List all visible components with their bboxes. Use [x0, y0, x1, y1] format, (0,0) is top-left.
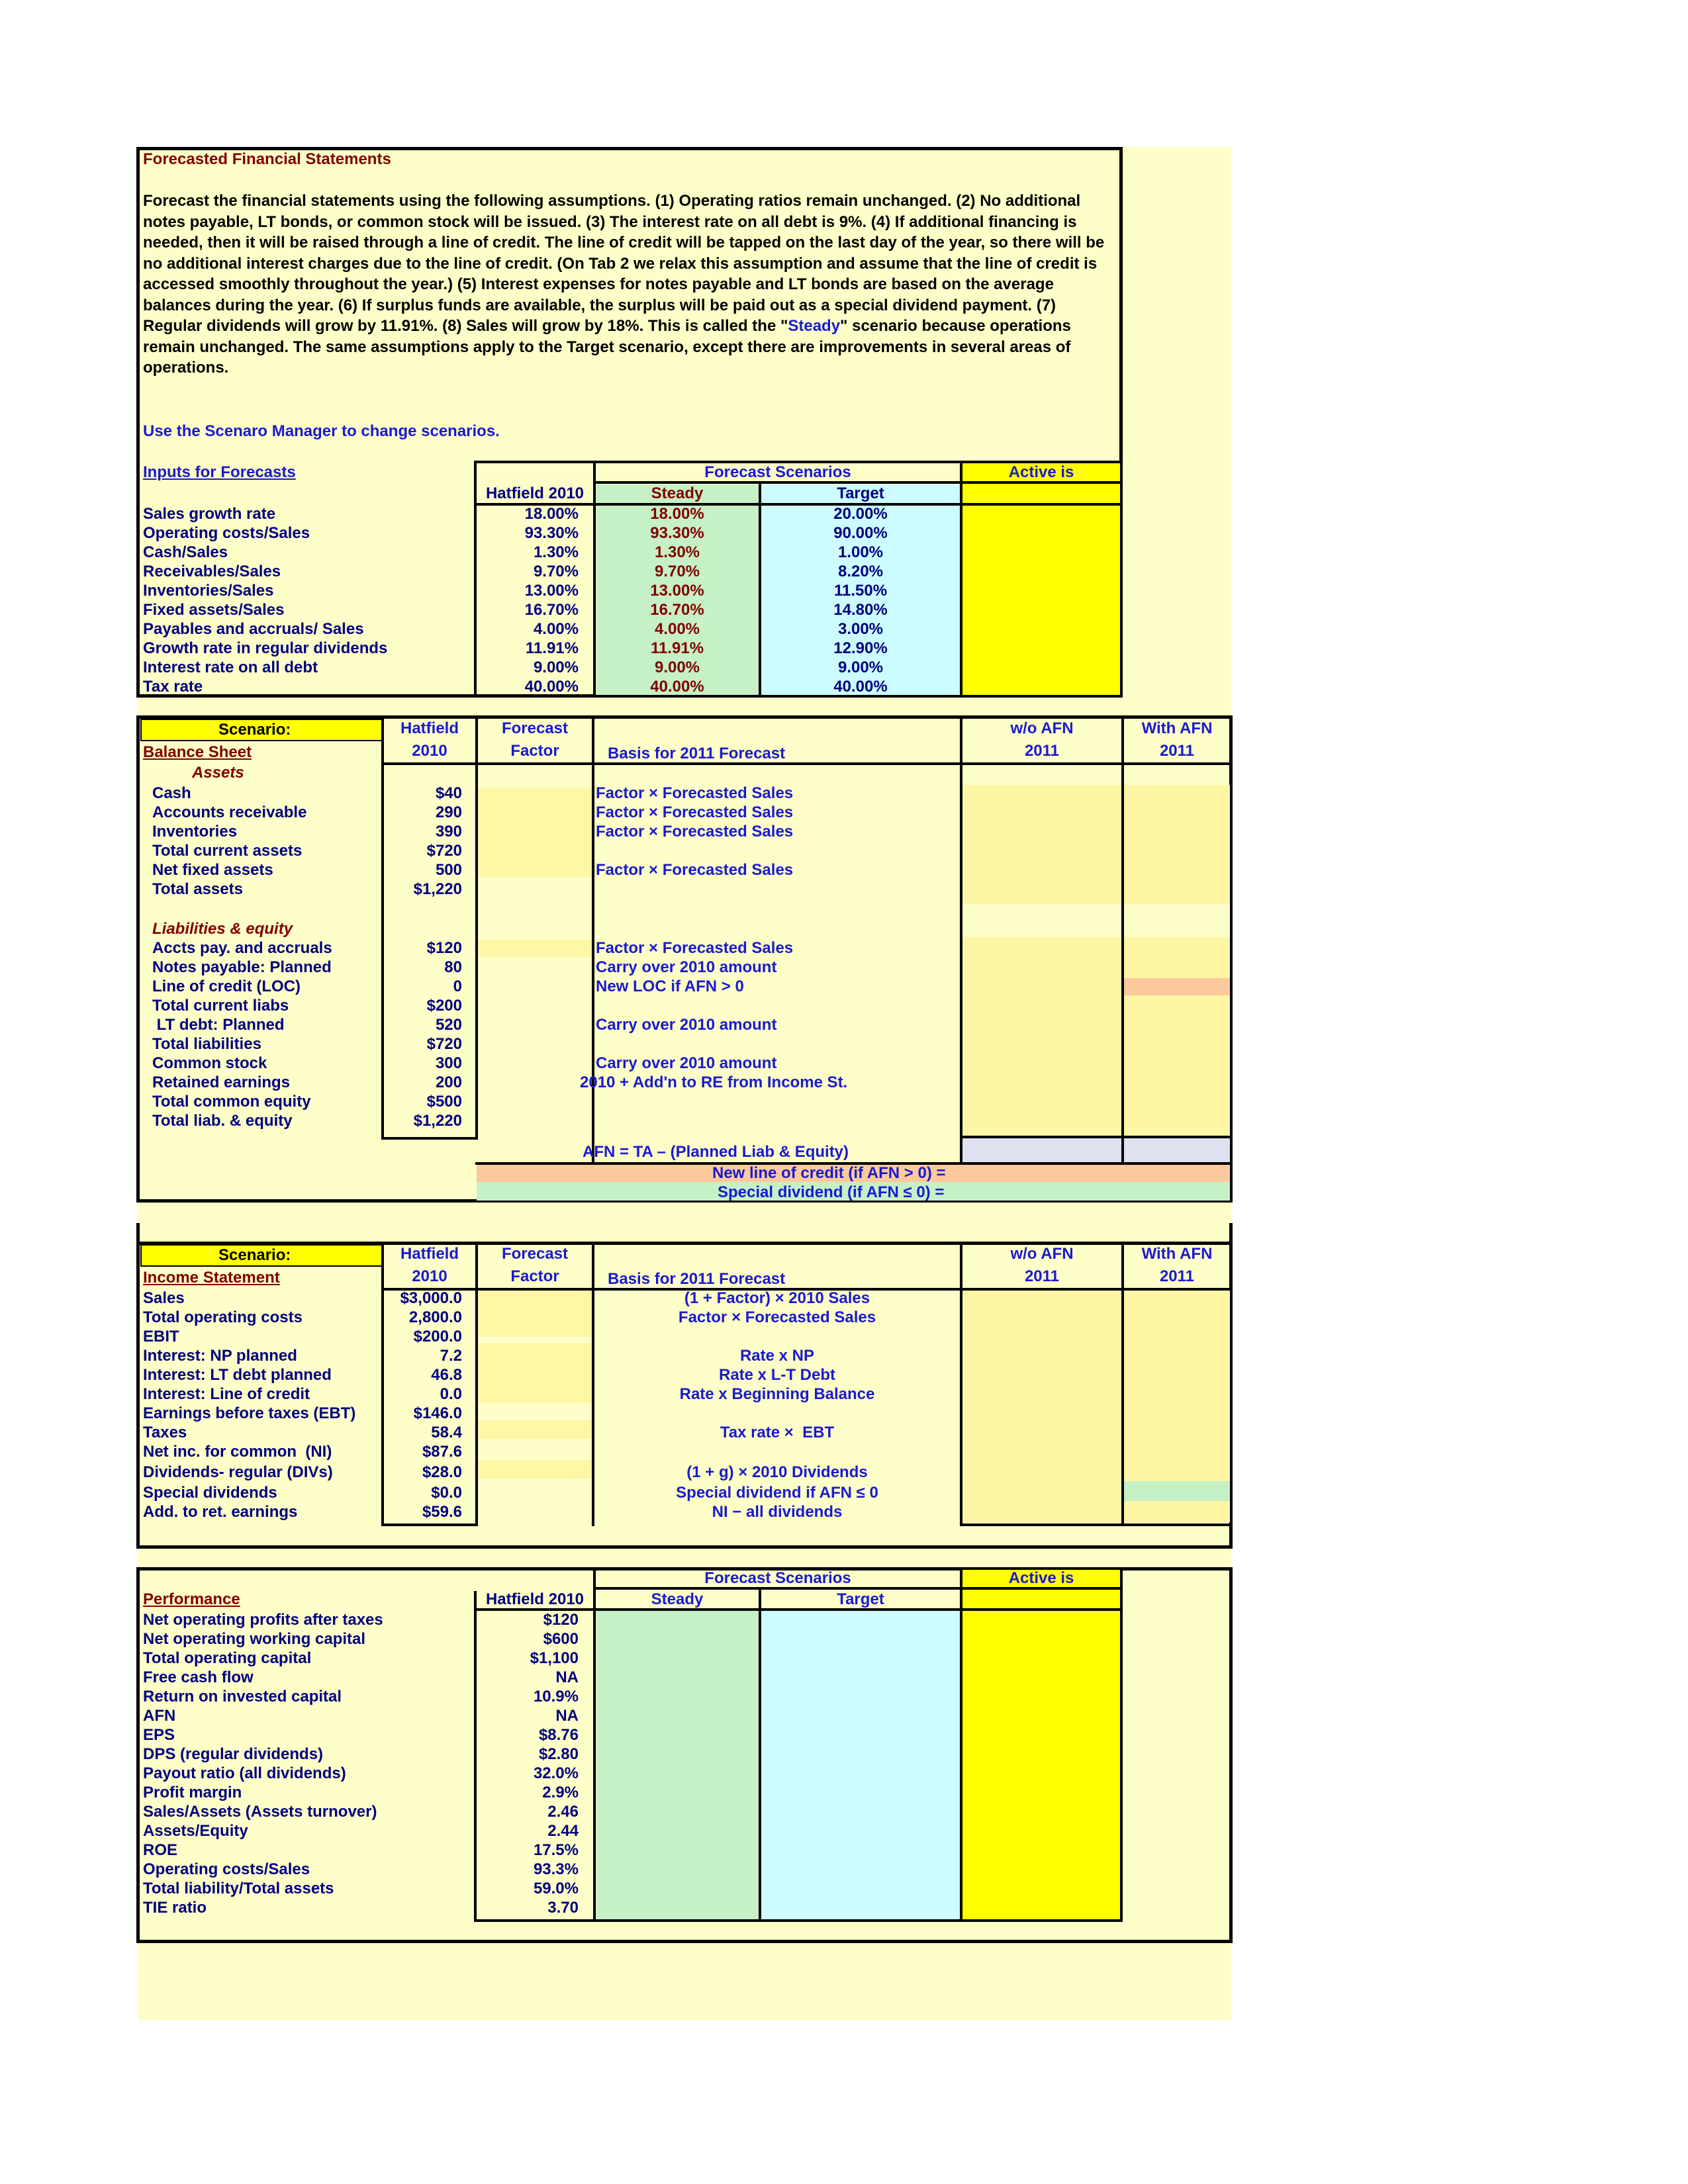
bs-label: LT debt: Planned: [152, 1016, 285, 1034]
perf-target-header: Target: [837, 1590, 884, 1608]
bs-value: 390: [435, 823, 462, 841]
perf-value: NA: [555, 1668, 579, 1686]
is-basis: Tax rate × EBT: [720, 1424, 835, 1441]
is-value: $3,000.0: [400, 1289, 462, 1307]
bs-value: 80: [444, 958, 462, 976]
input-hatfield: 40.00%: [524, 678, 579, 696]
perf-label: Profit margin: [143, 1784, 242, 1801]
perf-steady-header: Steady: [651, 1590, 704, 1608]
input-hatfield: 13.00%: [524, 582, 579, 600]
is-label: EBIT: [143, 1328, 179, 1345]
bs-label: Net fixed assets: [152, 861, 273, 879]
input-hatfield: 4.00%: [533, 620, 579, 638]
liabilities-heading: Liabilities & equity: [152, 920, 293, 938]
bs-value: $720: [426, 842, 462, 860]
is-woafn-year: 2011: [1024, 1267, 1060, 1285]
is-factor-header: Forecast: [501, 1245, 569, 1263]
input-label: Fixed assets/Sales: [143, 601, 285, 619]
perf-label: EPS: [143, 1726, 175, 1744]
is-value: 7.2: [440, 1347, 462, 1365]
perf-value: NA: [555, 1707, 579, 1725]
input-hatfield: 16.70%: [524, 601, 579, 619]
bs-woafn-year: 2011: [1024, 742, 1060, 760]
balance-sheet-title: Balance Sheet: [143, 743, 252, 761]
bs-value: $1,220: [413, 880, 462, 898]
is-basis: (1 + Factor) × 2010 Sales: [684, 1289, 870, 1307]
input-hatfield: 11.91%: [525, 639, 579, 657]
is-value: $28.0: [422, 1463, 462, 1481]
bs-label: Retained earnings: [152, 1073, 291, 1091]
bs-value: 500: [435, 861, 462, 879]
perf-value: $2.80: [538, 1745, 579, 1763]
bs-label: Common stock: [152, 1054, 267, 1072]
bs-value: 520: [435, 1016, 462, 1034]
bs-hatfield-header: Hatfield: [400, 719, 459, 737]
bs-basis: New LOC if AFN > 0: [596, 978, 744, 995]
bs-afn-line: [960, 1136, 1233, 1138]
perf-label: ROE: [143, 1841, 178, 1859]
input-steady[interactable]: 1.30%: [654, 543, 700, 561]
bs-header-line: [381, 762, 1233, 765]
bs-label: Line of credit (LOC): [152, 978, 301, 995]
income-statement-title: Income Statement: [143, 1269, 280, 1287]
is-basis: Factor × Forecasted Sales: [678, 1308, 876, 1326]
input-steady[interactable]: 9.70%: [654, 563, 700, 580]
perf-label: AFN: [143, 1707, 176, 1725]
input-steady[interactable]: 4.00%: [654, 620, 700, 638]
scenario-manager-note: Use the Scenaro Manager to change scenarios.: [143, 422, 500, 440]
is-basis: Rate x Beginning Balance: [679, 1385, 875, 1403]
perf-value: $1,100: [530, 1649, 579, 1667]
input-steady[interactable]: 9.00%: [654, 659, 700, 676]
is-label: Interest: Line of credit: [143, 1385, 310, 1403]
input-target[interactable]: 8.20%: [837, 563, 884, 580]
page-title: Forecasted Financial Statements: [143, 150, 391, 168]
bs-value: $40: [435, 784, 462, 802]
input-hatfield: 18.00%: [524, 505, 579, 523]
perf-label: Operating costs/Sales: [143, 1860, 310, 1878]
bs-hatfield-year: 2010: [412, 742, 447, 760]
perf-value: $8.76: [538, 1726, 579, 1744]
bs-basis: Carry over 2010 amount: [596, 1016, 777, 1034]
is-label: Net inc. for common (NI): [143, 1443, 332, 1461]
input-target[interactable]: 9.00%: [837, 659, 884, 676]
bs-basis: Factor × Forecasted Sales: [596, 939, 794, 957]
bs-label: Total liab. & equity: [152, 1112, 293, 1130]
active-column-box: [960, 461, 1123, 698]
bs-basis: Carry over 2010 amount: [596, 1054, 777, 1072]
bs-value: $500: [426, 1093, 462, 1111]
bs-basis: 2010 + Add'n to RE from Income St.: [580, 1073, 848, 1091]
bs-label: Cash: [152, 784, 191, 802]
inputs-title: Inputs for Forecasts: [143, 463, 296, 481]
perf-value: 10.9%: [533, 1688, 579, 1706]
bs-label: Accounts receivable: [152, 803, 307, 821]
bs-label: Notes payable: Planned: [152, 958, 332, 976]
bs-factor-column: [475, 716, 594, 1165]
bs-value: 0: [453, 978, 462, 995]
is-label: Dividends- regular (DIVs): [143, 1463, 333, 1481]
input-steady[interactable]: 11.91%: [650, 639, 704, 657]
bs-woafn-header: w/o AFN: [1010, 719, 1074, 737]
perf-value: 59.0%: [533, 1880, 579, 1897]
is-basis: NI − all dividends: [712, 1503, 843, 1521]
bs-label: Total current assets: [152, 842, 303, 860]
bs-basis: Factor × Forecasted Sales: [596, 823, 794, 841]
is-label: Special dividends: [143, 1484, 277, 1502]
is-hatfield-year: 2010: [412, 1267, 447, 1285]
is-label: Total operating costs: [143, 1308, 303, 1326]
assets-heading: Assets: [192, 764, 244, 782]
perf-forecast-scenarios-header: Forecast Scenarios: [704, 1569, 851, 1587]
perf-active-box: [960, 1567, 1123, 1922]
bs-value: 300: [435, 1054, 462, 1072]
is-label: Sales: [143, 1289, 185, 1307]
perf-label: DPS (regular dividends): [143, 1745, 324, 1763]
perf-label: TIE ratio: [143, 1899, 207, 1917]
input-target[interactable]: 3.00%: [837, 620, 884, 638]
perf-label: Payout ratio (all dividends): [143, 1764, 346, 1782]
is-value: 46.8: [431, 1366, 462, 1384]
perf-value: 2.9%: [542, 1784, 579, 1801]
hatfield-2010-header: Hatfield 2010: [485, 484, 585, 502]
bs-value: $200: [426, 997, 462, 1015]
bs-label: Total common equity: [152, 1093, 311, 1111]
steady-header: Steady: [651, 484, 704, 502]
assumptions-paragraph: [143, 191, 1117, 379]
is-hatfield-header: Hatfield: [400, 1245, 459, 1263]
bs-scenario-label: Scenario:: [218, 721, 291, 739]
bs-label: Inventories: [152, 823, 238, 841]
input-label: Cash/Sales: [143, 543, 228, 561]
input-label: Receivables/Sales: [143, 563, 281, 580]
bs-label: Total current liabs: [152, 997, 289, 1015]
input-label: Growth rate in regular dividends: [143, 639, 388, 657]
bs-value: $1,220: [413, 1112, 462, 1130]
input-target[interactable]: 1.00%: [837, 543, 884, 561]
bs-woafn-column: [960, 716, 1124, 1165]
input-hatfield: 9.00%: [533, 659, 579, 676]
bs-factor-header-2: Factor: [510, 742, 559, 760]
input-target[interactable]: 40.00%: [833, 678, 888, 696]
input-label: Payables and accruals/ Sales: [143, 620, 364, 638]
perf-value: $120: [543, 1611, 579, 1629]
is-value: 2,800.0: [408, 1308, 462, 1326]
afn-formula: AFN = TA – (Planned Liab & Equity): [583, 1143, 849, 1161]
is-value: $200.0: [413, 1328, 462, 1345]
perf-label: Assets/Equity: [143, 1822, 248, 1840]
input-label: Interest rate on all debt: [143, 659, 318, 676]
is-factor-header-2: Factor: [510, 1267, 559, 1285]
bs-label: Accts pay. and accruals: [152, 939, 332, 957]
special-dividend-label: Special dividend (if AFN ≤ 0) =: [718, 1183, 945, 1201]
input-steady[interactable]: 16.70%: [650, 601, 704, 619]
bs-withafn-header: With AFN: [1141, 719, 1213, 737]
forecast-scenarios-header: Forecast Scenarios: [704, 463, 851, 481]
input-target[interactable]: 12.90%: [833, 639, 888, 657]
input-target[interactable]: 14.80%: [833, 601, 888, 619]
input-label: Operating costs/Sales: [143, 524, 310, 542]
bs-label: Total liabilities: [152, 1035, 261, 1053]
performance-title: Performance: [143, 1590, 240, 1608]
bs-withafn-column: [1121, 716, 1233, 1165]
is-value: 58.4: [431, 1424, 462, 1441]
perf-value: 2.44: [547, 1822, 579, 1840]
active-is-header: Active is: [1008, 463, 1074, 481]
bs-basis: Carry over 2010 amount: [596, 958, 777, 976]
is-label: Interest: LT debt planned: [143, 1366, 332, 1384]
assumptions-text-a: Forecast the financial statements using the following assumptions. (1) Operating ratios remain unchanged. (2) No additional notes payable, LT bonds, or common stock will be issued. (3) The interest rate on all debt is 9%. (4) If additional financing is needed, then it will be raised through a line of credit. The line of credit will be tapped on the last day of the year, so there will be no additional interest charges due to the line of credit. (On Tab 2 we relax this assumption and assume that the line of credit is accessed smoothly throughout the year.) (5) Interest expenses for notes payable and LT bonds are based on the average balances during the year. (6) If surplus funds are available, the surplus will be paid out as a special dividend payment. (7) Regular dividends will grow by 11.91%. (8) Sales will grow by 18%. This is called the ": [143, 192, 1105, 335]
is-label: Add. to ret. earnings: [143, 1503, 298, 1521]
input-target[interactable]: 11.50%: [833, 582, 888, 600]
perf-value: $600: [543, 1630, 579, 1648]
assumptions-text-b: " scenario because operations remain unchanged. The same assumptions apply to the Target scenario, except there are improvements in several areas of operations.: [143, 317, 1071, 377]
is-basis-header: Basis for 2011 Forecast: [608, 1270, 786, 1288]
is-withafn-year: 2011: [1159, 1267, 1195, 1285]
input-hatfield: 1.30%: [533, 543, 579, 561]
bs-value: $720: [426, 1035, 462, 1053]
input-hatfield: 9.70%: [533, 563, 579, 580]
is-woafn-header: w/o AFN: [1010, 1245, 1074, 1263]
bs-factor-header: Forecast: [501, 719, 569, 737]
bs-basis: Factor × Forecasted Sales: [596, 784, 794, 802]
perf-hatfield-header: Hatfield 2010: [485, 1590, 585, 1608]
perf-value: 32.0%: [533, 1764, 579, 1782]
is-value: 0.0: [440, 1385, 462, 1403]
is-scenario-label: Scenario:: [218, 1246, 291, 1264]
is-basis: Rate x NP: [739, 1347, 815, 1365]
perf-label: Net operating working capital: [143, 1630, 366, 1648]
is-label: Earnings before taxes (EBT): [143, 1404, 356, 1422]
perf-label: Return on invested capital: [143, 1688, 342, 1706]
is-value: $87.6: [422, 1443, 462, 1461]
perf-label: Sales/Assets (Assets turnover): [143, 1803, 377, 1821]
target-header: Target: [837, 484, 884, 502]
input-hatfield: 93.30%: [524, 524, 579, 542]
bs-withafn-year: 2011: [1159, 742, 1195, 760]
input-label: Sales growth rate: [143, 505, 276, 523]
input-label: Tax rate: [143, 678, 203, 696]
input-target[interactable]: 90.00%: [833, 524, 888, 542]
bs-label: Total assets: [152, 880, 243, 898]
input-steady[interactable]: 13.00%: [650, 582, 704, 600]
bs-basis: Factor × Forecasted Sales: [596, 803, 794, 821]
perf-value: 2.46: [547, 1803, 579, 1821]
input-target[interactable]: 20.00%: [833, 505, 888, 523]
input-label: Inventories/Sales: [143, 582, 274, 600]
input-steady[interactable]: 40.00%: [650, 678, 704, 696]
is-basis: Special dividend if AFN ≤ 0: [676, 1484, 878, 1502]
is-label: Interest: NP planned: [143, 1347, 297, 1365]
bs-value: $120: [426, 939, 462, 957]
is-value: $146.0: [413, 1404, 462, 1422]
perf-value: 17.5%: [533, 1841, 579, 1859]
bs-basis-header: Basis for 2011 Forecast: [608, 745, 786, 762]
input-steady[interactable]: 93.30%: [650, 524, 704, 542]
new-loc-label: New line of credit (if AFN > 0) =: [712, 1164, 946, 1182]
perf-active-is-header: Active is: [1008, 1569, 1074, 1587]
input-steady[interactable]: 18.00%: [650, 505, 704, 523]
is-label: Taxes: [143, 1424, 187, 1441]
perf-steady-target-divider: [759, 1588, 962, 1922]
is-basis: Rate x L-T Debt: [718, 1366, 835, 1384]
bs-value: 290: [435, 803, 462, 821]
perf-label: Total liability/Total assets: [143, 1880, 334, 1897]
bs-value: 200: [435, 1073, 462, 1091]
perf-label: Free cash flow: [143, 1668, 254, 1686]
perf-label: Net operating profits after taxes: [143, 1611, 383, 1629]
perf-value: 93.3%: [533, 1860, 579, 1878]
is-withafn-header: With AFN: [1141, 1245, 1213, 1263]
is-value: $0.0: [431, 1484, 462, 1502]
is-value: $59.6: [422, 1503, 462, 1521]
bs-basis: Factor × Forecasted Sales: [596, 861, 794, 879]
steady-highlight: Steady: [788, 317, 841, 335]
perf-value: 3.70: [547, 1899, 579, 1917]
perf-label: Total operating capital: [143, 1649, 312, 1667]
is-basis: (1 + g) × 2010 Dividends: [686, 1463, 868, 1481]
